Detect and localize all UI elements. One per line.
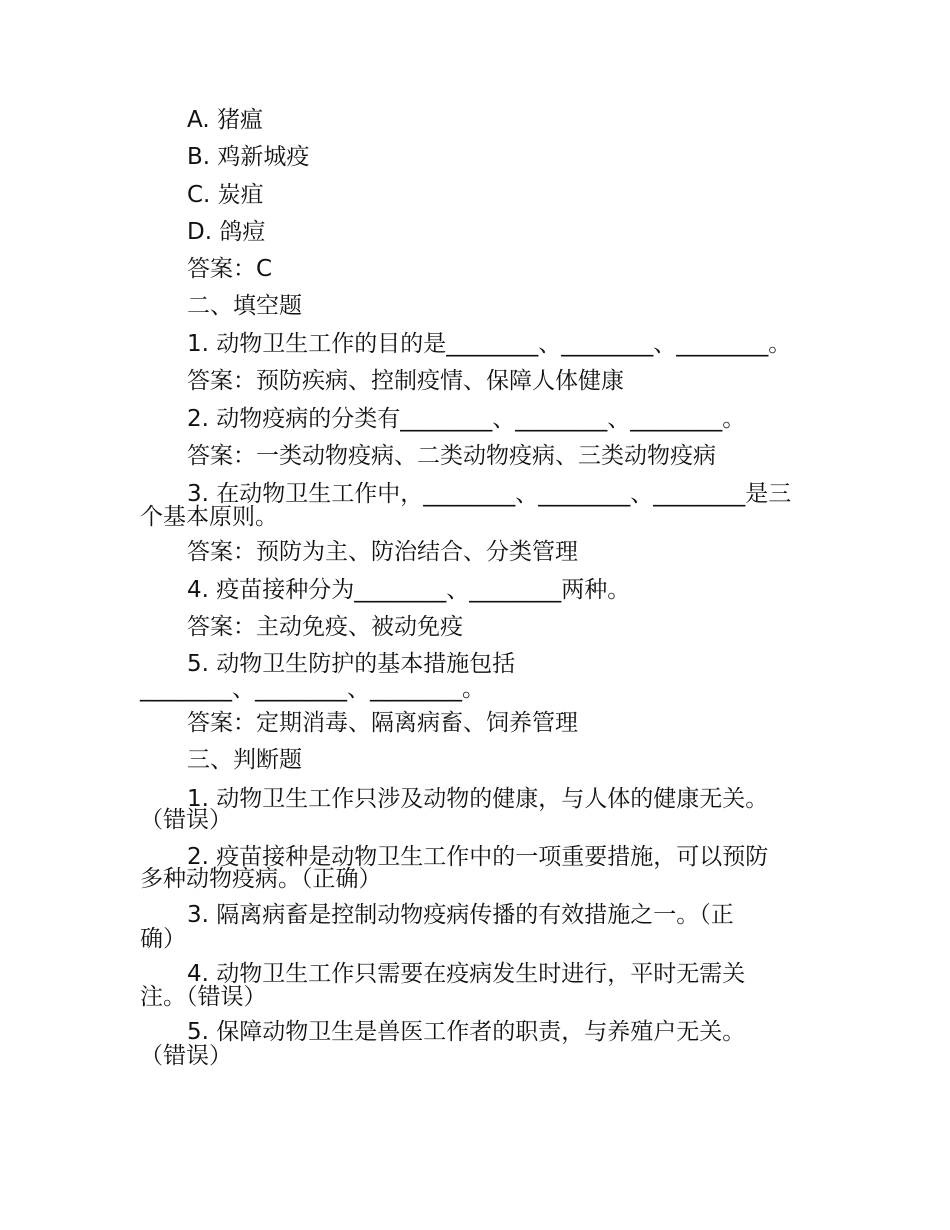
judge-question-5-cont: （错误） [140, 1043, 232, 1069]
option-a: A. 猪瘟 [187, 107, 263, 133]
judge-question-3-cont: 确） [140, 926, 186, 952]
judge-question-4-cont: 注。（错误） [140, 984, 267, 1010]
option-b: B. 鸡新城疫 [187, 144, 310, 170]
judge-question-2: 2. 疫苗接种是动物卫生工作中的一项重要措施，可以预防 [187, 844, 769, 870]
judge-question-5: 5. 保障动物卫生是兽医工作者的职责，与养殖户无关。 [187, 1019, 746, 1045]
section-title-true-false: 三、判断题 [187, 747, 302, 773]
fill-question-5: 5. 动物卫生防护的基本措施包括 [187, 651, 516, 677]
fill-answer-3: 答案：预防为主、防治结合、分类管理 [187, 539, 578, 565]
fill-answer-5: 答案：定期消毒、隔离病畜、饲养管理 [187, 710, 578, 736]
section-title-fill-in: 二、填空题 [187, 293, 302, 319]
judge-question-3: 3. 隔离病畜是控制动物疫病传播的有效措施之一。（正 [187, 902, 734, 928]
judge-question-1-cont: （错误） [140, 807, 232, 833]
fill-question-4: 4. 疫苗接种分为________、________两种。 [187, 577, 631, 603]
answer-text: 答案：C [187, 256, 273, 282]
fill-answer-2: 答案：一类动物疫病、二类动物疫病、三类动物疫病 [187, 443, 716, 469]
option-c: C. 炭疽 [187, 182, 264, 208]
fill-question-3-cont: 个基本原则。 [140, 504, 278, 530]
fill-question-3: 3. 在动物卫生工作中，________、________、________是三 [187, 481, 792, 507]
judge-question-1: 1. 动物卫生工作只涉及动物的健康，与人体的健康无关。 [187, 786, 769, 812]
fill-question-5-cont: ________、________、________。 [140, 676, 485, 702]
fill-question-1: 1. 动物卫生工作的目的是________、________、________。 [187, 331, 792, 357]
judge-question-2-cont: 多种动物疫病。（正确） [140, 866, 382, 892]
fill-answer-4: 答案：主动免疫、被动免疫 [187, 614, 463, 640]
option-d: D. 鸽痘 [187, 219, 266, 245]
fill-answer-1: 答案：预防疾病、控制疫情、保障人体健康 [187, 368, 624, 394]
fill-question-2: 2. 动物疫病的分类有________、________、________。 [187, 406, 746, 432]
judge-question-4: 4. 动物卫生工作只需要在疫病发生时进行，平时无需关 [187, 961, 746, 987]
